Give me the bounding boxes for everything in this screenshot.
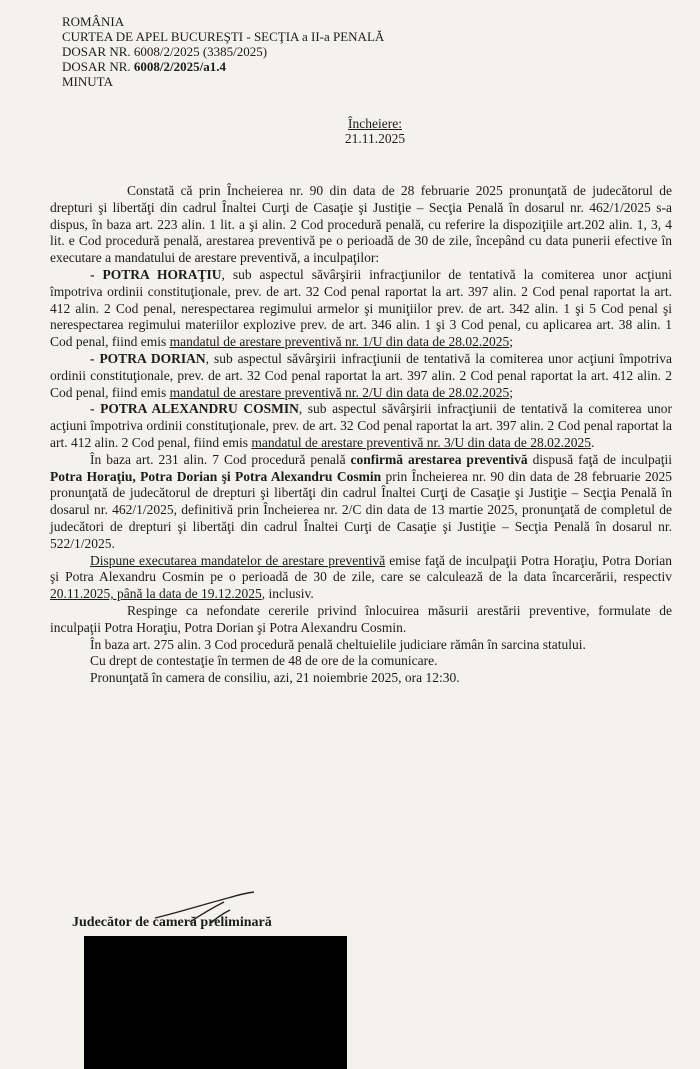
paragraph-cheltuieli: În baza art. 275 alin. 3 Cod procedură penală cheltuielile judiciare rămân în sarcina statului. xyxy=(90,636,586,652)
paragraph-pronuntata: Pronunţată în camera de consiliu, azi, 21 noiembrie 2025, ora 12:30. xyxy=(90,670,460,686)
title-date: 21.11.2025 xyxy=(344,131,406,146)
document-body xyxy=(50,183,672,687)
judge-signature-label: Judecător de cameră preliminară xyxy=(72,915,272,930)
header-case-number: DOSAR NR. 6008/2/2025 (3385/2025) xyxy=(62,44,268,59)
paragraph-dorian: - POTRA DORIAN, sub aspectul săvârşirii infracţiunii de tentativă la comiterea unor acţiuni împotriva ordinii constituţionale, prev. de art. 32 Cod penal raportat la art. 397 alin. 2 Cod penal raportat la art. 412 alin. 2 Cod penal, fiind emis mandatul de arestare preventivă nr. 2/U din data de 28.02.2025; xyxy=(50,350,672,400)
paragraph-horatiu: - POTRA HORAŢIU, sub aspectul săvârşirii infracţiunilor de tentativă la comiterea unor acţiuni împotriva ordinii constituţionale, prev. de art. 32 Cod penal raportat la art. 397 alin. 2 Cod penal raportat la art. 412 alin. 2 Cod penal, nerespectarea regimului armelor şi muniţiilor prev. de art. 342 alin. 1 şi 5 Cod penal şi nerespectarea regimului materiilor explozive prev. de art. 346 alin. 1 şi 3 Cod penal, cu aplicarea art. 38 alin. 1 Cod penal, fiind emis mandatul de arestare preventivă nr. 1/U din data de 28.02.2025; xyxy=(50,266,672,350)
header-country: ROMÂNIA xyxy=(62,14,125,29)
redaction-block xyxy=(84,936,347,1069)
title-label: Încheiere: xyxy=(348,116,402,131)
paragraph-respinge: Respinge ca nefondate cererile privind înlocuirea măsurii arestării preventive, formulate de inculpaţii Potra Horaţiu, Potra Dorian şi Potra Alexandru Cosmin. xyxy=(50,602,672,635)
document-title xyxy=(300,116,450,146)
paragraph-dispune: Dispune executarea mandatelor de arestare preventivă emise faţă de inculpaţii Potra Horaţiu, Potra Dorian şi Potra Alexandru Cosmin pe o perioadă de 30 de zile, care se calculează de la data încarcerării, respectiv 20.11.2025, până la data de 19.12.2025, inclusiv. xyxy=(50,552,672,602)
header-minuta: MINUTA xyxy=(62,74,113,89)
document-header xyxy=(62,14,384,89)
paragraph-alexandru: - POTRA ALEXANDRU COSMIN, sub aspectul săvârşirii infracţiunii de tentativă la comiterea unor acţiuni împotriva ordinii constituţionale, prev. de art. 32 Cod penal raportat la art. 397 alin. 2 Cod penal raportat la art. 412 alin. 2 Cod penal, fiind emis mandatul de arestare preventivă nr. 3/U din data de 28.02.2025. xyxy=(50,401,673,450)
header-case-number-sub: DOSAR NR. 6008/2/2025/a1.4 xyxy=(62,59,226,74)
paragraph-constata: Constată că prin Încheierea nr. 90 din data de 28 februarie 2025 pronunţată de judecătorul de drepturi şi libertăţi din cadrul Înaltei Curţi de Casaţie şi Justiţie – Secţia Penală în dosarul nr. 462/1/2025 s-a dispus, în baza art. 223 alin. 1 lit. a şi alin. 2 Cod procedură penală, cu referire la dispoziţiile art.202 alin. 1, 3, 4 lit. e Cod procedură penală, arestarea preventivă pe o perioadă de 30 de zile, începând cu data punerii efective în executare a mandatului de arestare preventivă, a inculpaţilor: xyxy=(50,183,672,266)
paragraph-confirma: În baza art. 231 alin. 7 Cod procedură penală confirmă arestarea preventivă dispusă faţă de inculpaţii Potra Horaţiu, Potra Dorian şi Potra Alexandru Cosmin prin Încheierea nr. 90 din data de 28 februarie 2025 pronunţată de judecătorul de drepturi şi libertăţi din cadrul Înaltei Curţi de Casaţie şi Justiţie – Secţia Penală în dosarul nr. 462/1/2025, definitivă prin Încheierea nr. 2/C din data de 13 martie 2025, pronunţată de completul de judecători de drepturi şi libertăţi din cadrul Înaltei Curţi de Casaţie şi Justiţie – Secţia Penală în dosarul nr. 522/1/2025. xyxy=(50,451,672,551)
paragraph-contestatie: Cu drept de contestaţie în termen de 48 de ore de la comunicare. xyxy=(90,653,438,669)
header-court: CURTEA DE APEL BUCUREŞTI - SECŢIA a II-a PENALĂ xyxy=(62,29,385,44)
